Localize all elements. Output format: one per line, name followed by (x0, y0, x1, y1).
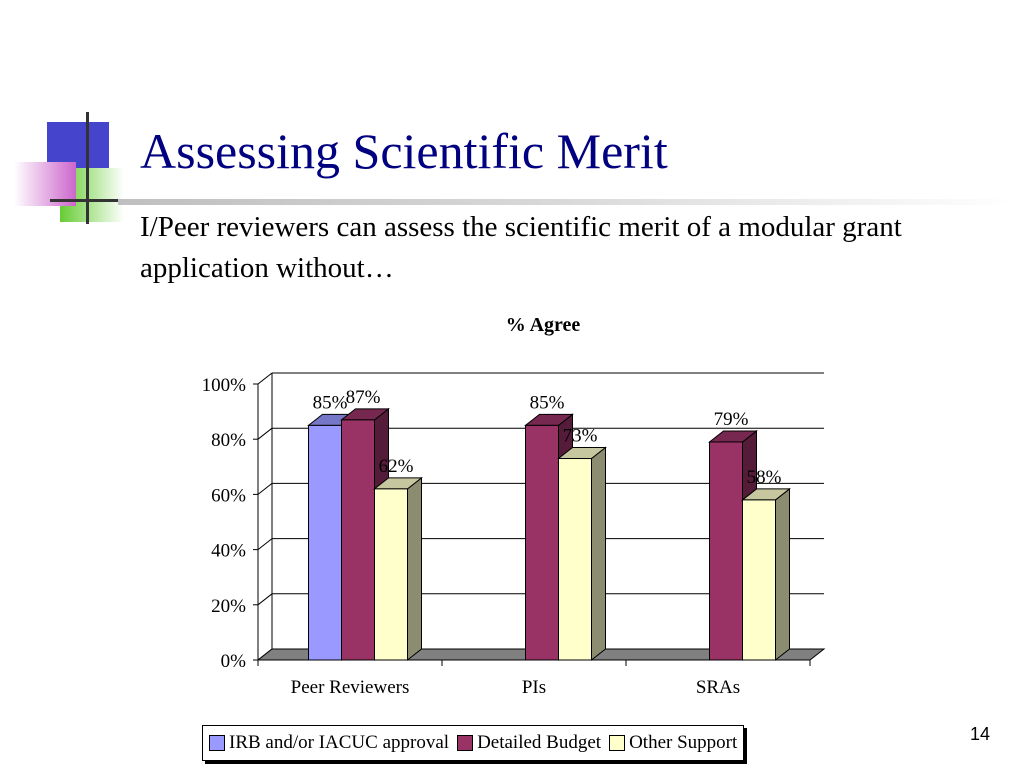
x-tick-label: SRAs (695, 677, 741, 698)
y-tick-label: 0% (220, 651, 246, 672)
slide-subtitle: I/Peer reviewers can assess the scientific merit of a modular grant application without… (140, 211, 902, 284)
bar-other-support-sras-side (776, 489, 790, 660)
gridline-diagonal (258, 373, 272, 384)
legend-item-detailed-budget (457, 732, 601, 754)
bar-irb-and-or-iacuc-approval-peer-reviewers (309, 425, 342, 660)
y-tick-label: 40% (211, 540, 246, 562)
bar-detailed-budget-sras (710, 442, 743, 660)
data-label-detailed-budget-pis: 85% (529, 392, 565, 414)
bar-other-support-peer-reviewers (375, 489, 408, 660)
gridline-diagonal (258, 428, 272, 439)
chart-legend (202, 725, 744, 761)
gridline-diagonal (258, 483, 272, 494)
legend-label-irb: IRB and/or IACUC approval (229, 732, 450, 753)
data-label-irb-and-or-iacuc-approval-peer-reviewers: 85% (312, 392, 348, 414)
legend-swatch-detailed-budget (457, 735, 473, 751)
gridline-diagonal (258, 539, 272, 550)
bar-other-support-sras (743, 500, 776, 660)
data-label-other-support-sras: 58% (746, 466, 782, 488)
y-tick-label: 60% (211, 485, 246, 507)
data-label-detailed-budget-sras: 79% (713, 408, 749, 430)
bar-detailed-budget-pis (526, 425, 559, 660)
legend-item-other-support (609, 732, 737, 754)
slide-title: Assessing Scientific Merit (140, 123, 668, 179)
gridline-diagonal (258, 594, 272, 605)
data-label-other-support-peer-reviewers: 62% (378, 455, 414, 477)
bar-other-support-pis (559, 459, 592, 660)
data-label-detailed-budget-peer-reviewers: 87% (345, 386, 381, 408)
bar-other-support-peer-reviewers-side (408, 478, 422, 660)
chart-title: % Agree (505, 314, 581, 336)
bar-detailed-budget-peer-reviewers (342, 420, 375, 660)
y-tick-label: 100% (201, 375, 246, 396)
legend-swatch-irb (209, 735, 225, 751)
y-tick-label: 20% (211, 595, 246, 617)
page-number: 14 (969, 724, 991, 744)
x-tick-label: Peer Reviewers (290, 677, 410, 698)
y-tick-label: 80% (211, 430, 246, 452)
legend-swatch-other-support (609, 735, 625, 751)
legend-item-irb (209, 732, 449, 754)
data-label-other-support-pis: 73% (562, 425, 598, 447)
legend-label-detailed-budget: Detailed Budget (477, 732, 602, 753)
legend-label-other-support: Other Support (629, 732, 738, 753)
x-tick-label: PIs (521, 677, 547, 698)
bar-other-support-pis-side (592, 448, 606, 660)
